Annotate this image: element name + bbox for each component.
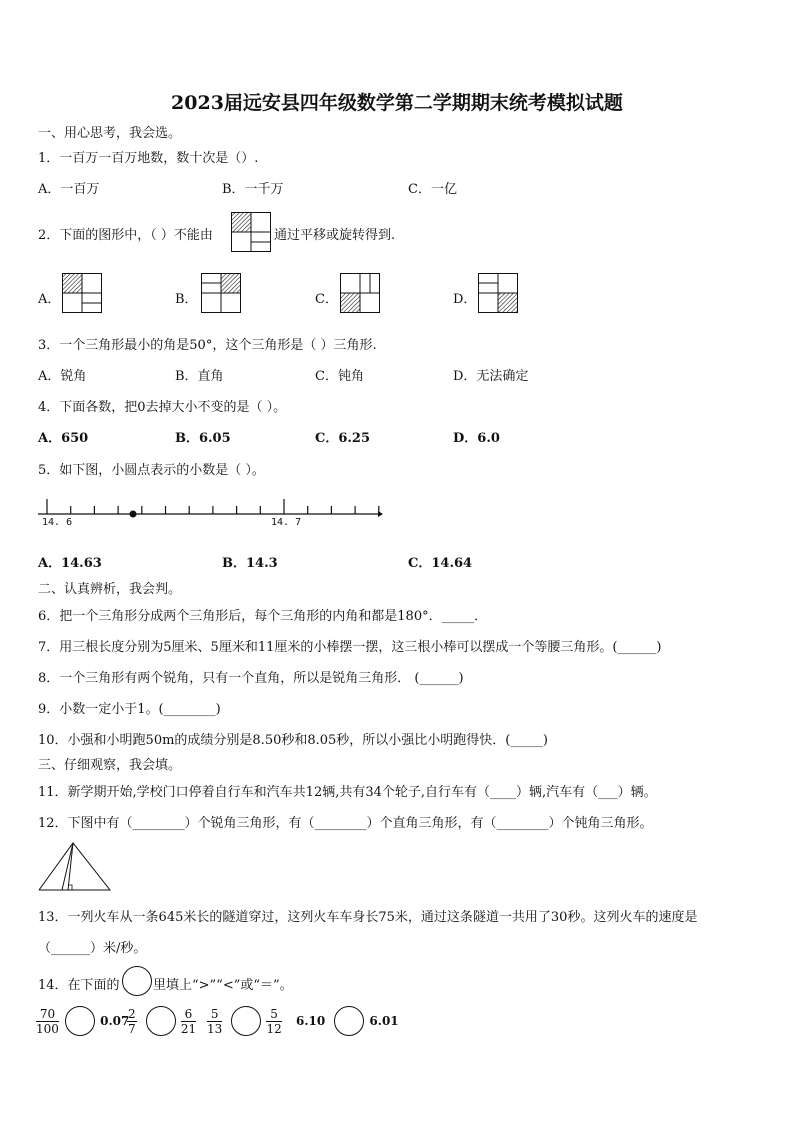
q14-item-4 [296,1006,399,1036]
fraction-5-13: $\frac{5}{13}$ [207,1006,223,1036]
question-8: 8．一个三角形有两个锐角，只有一个直角，所以是锐角三角形． (______) [38,671,464,686]
question-6: 6．把一个三角形分成两个三角形后，每个三角形的内角和都是180°．_____． [38,609,488,624]
q5-option-c: C．14.64 [408,556,473,571]
fraction-70-100: $\frac{70}{100}$ [36,1006,59,1036]
question-11: 11．新学期开始,学校门口停着自行车和汽车共12辆,共有34个轮子,自行车有（____）辆,汽车有（___）辆。 [38,785,657,800]
question-5: 5．如下图，小圆点表示的小数是（ ）。 [38,463,265,478]
q4-option-b: B．6.05 [175,431,231,446]
q2-option-b-label: B． [175,292,198,307]
section-heading-1: 一、用心思考，我会选。 [38,126,182,141]
q3-option-b: B．直角 [175,369,224,384]
q5-option-b: B．14.3 [222,556,278,571]
number-line-label-left: 14. 6 [42,517,73,528]
q5-option-a: A．14.63 [38,556,102,571]
number-line-point [130,511,137,518]
question-14-before: 14．在下面的 [38,978,120,993]
q1-option-a: A．一百万 [38,182,100,197]
fraction-5-12: $\frac{5}{12}$ [266,1006,282,1036]
number-line-label-right: 14. 7 [271,517,302,528]
q14-item-1 [36,1006,129,1036]
compare-circle-4[interactable] [334,1006,364,1036]
q2-reference-figure [231,212,271,252]
compare-circle-2[interactable] [146,1006,176,1036]
fraction-6-21: $\frac{6}{21}$ [180,1006,197,1036]
question-12: 12．下图中有（________）个锐角三角形，有（________）个直角三角形，有（________）个钝角三角形。 [38,816,653,831]
q1-option-b: B．一千万 [222,182,284,197]
q14-item-3 [207,1006,282,1036]
q12-triangle-figure [38,842,112,892]
value-0-07: 0.07 [100,1014,130,1028]
q14-item-2 [127,1006,196,1036]
compare-circle-3[interactable] [231,1006,261,1036]
question-3: 3．一个三角形最小的角是50°，这个三角形是（ ）三角形. [38,338,377,353]
q4-option-d: D．6.0 [453,431,500,446]
compare-circle-1[interactable] [65,1006,95,1036]
question-9: 9．小数一定小于1。(________) [38,702,221,717]
question-2-before: 2．下面的图形中，（ ）不能由 [38,228,213,243]
question-7: 7．用三根长度分别为5厘米、5厘米和11厘米的小棒摆一摆，这三根小棒可以摆成一个等腰三角形。(______) [38,640,662,655]
page-title: 2023届远安县四年级数学第二学期期末统考模拟试题 [171,92,623,114]
fraction-2-7: $\frac{2}{7}$ [128,1006,136,1036]
q4-option-c: C．6.25 [315,431,371,446]
q4-option-a: A．650 [38,431,89,446]
value-6-01: 6.01 [369,1014,399,1028]
question-13-line-2: （______）米/秒。 [38,941,147,956]
question-1: 1．一百万一百万地数，数十次是（）. [38,151,259,166]
q3-option-a: A．锐角 [38,369,87,384]
q3-option-c: C．钝角 [315,369,364,384]
q2-option-d-figure [478,273,518,313]
q5-number-line [38,494,383,530]
q2-option-c-figure [340,273,380,313]
value-6-10: 6.10 [296,1014,326,1028]
q14-circle-sample [122,966,152,996]
q2-option-a-label: A． [38,292,61,307]
section-heading-2: 二、认真辨析，我会判。 [38,582,182,597]
question-4: 4．下面各数，把0去掉大小不变的是（ ）。 [38,400,287,415]
question-14-after: 里填上“>”“<”或“＝”。 [153,978,293,993]
q2-option-d-label: D． [453,292,477,307]
q2-option-b-figure [201,273,241,313]
q1-option-c: C．一亿 [408,182,457,197]
question-13-line-1: 13．一列火车从一条645米长的隧道穿过，这列火车车身长75米，通过这条隧道一共用了30秒。这列火车的速度是 [38,910,698,925]
question-2-after: 通过平移或旋转得到. [274,228,396,243]
q3-option-d: D．无法确定 [453,369,529,384]
section-heading-3: 三、仔细观察，我会填。 [38,758,182,773]
question-10: 10．小强和小明跑50m的成绩分别是8.50秒和8.05秒，所以小强比小明跑得快．(_____) [38,733,548,748]
q2-option-c-label: C． [315,292,338,307]
q2-option-a-figure [62,273,102,313]
